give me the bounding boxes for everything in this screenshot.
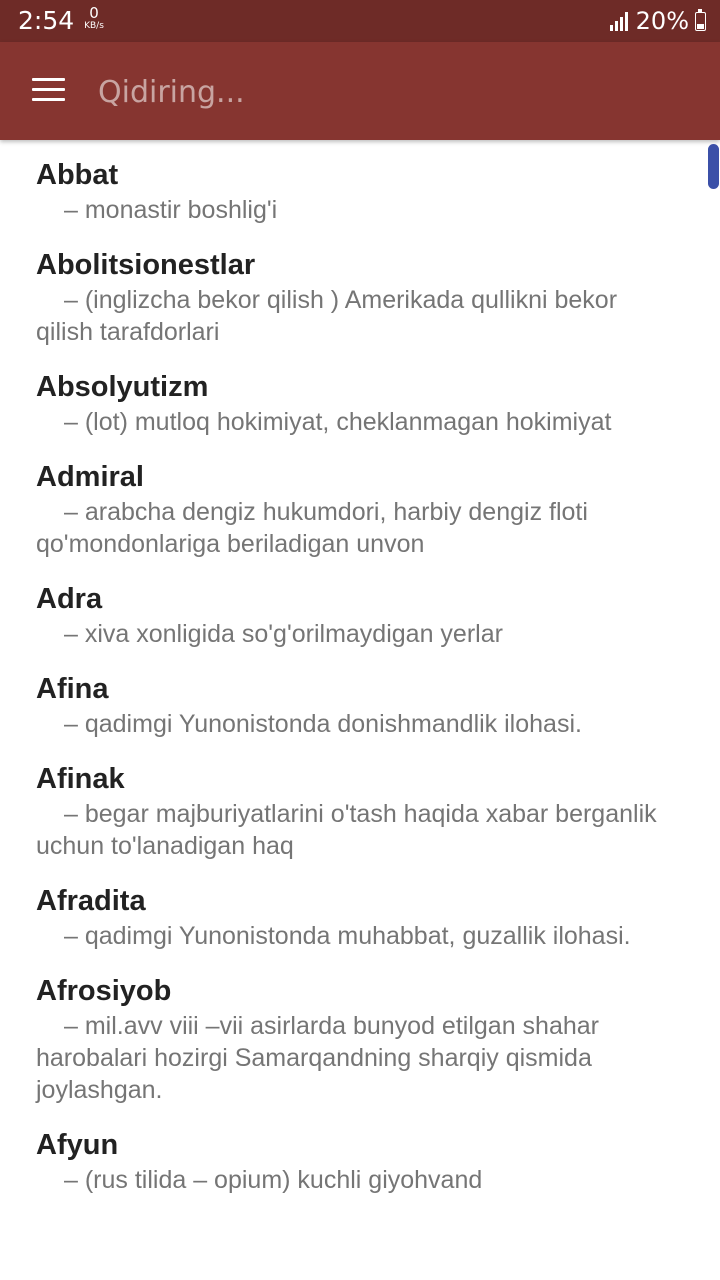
entry-definition: – qadimgi Yunonistonda muhabbat, guzallik ilohasi.: [64, 922, 631, 950]
list-item[interactable]: [0, 460, 720, 560]
battery-percentage: 20%: [635, 7, 689, 35]
network-speed-value: 0: [89, 4, 99, 22]
list-item[interactable]: [0, 762, 720, 862]
list-item[interactable]: [0, 672, 720, 740]
entry-definition: – monastir boshlig'i: [64, 196, 278, 224]
entry-term: Abbat: [36, 159, 119, 191]
entry-definition: – (lot) mutloq hokimiyat, cheklanmagan hokimiyat: [64, 408, 612, 436]
entry-term: Admiral: [36, 461, 144, 493]
signal-bars-icon: [608, 11, 628, 31]
battery-charging-icon: [695, 12, 706, 31]
list-item[interactable]: [0, 370, 720, 438]
entry-definition: – (inglizcha bekor qilish ) Amerikada qullikni bekor qilish tarafdorlari: [36, 286, 618, 346]
entry-term: Afradita: [36, 885, 146, 917]
entry-definition: – (rus tilida – opium) kuchli giyohvand: [64, 1166, 483, 1194]
list-item[interactable]: [0, 582, 720, 650]
entry-term: Afina: [36, 673, 109, 705]
network-speed-unit: KB/s: [84, 21, 104, 31]
search-input[interactable]: [96, 66, 688, 118]
list-item[interactable]: [0, 974, 720, 1106]
status-time: 2:54: [18, 6, 75, 35]
scrollbar-thumb[interactable]: [708, 144, 719, 189]
entry-definition: – xiva xonligida so'g'orilmaydigan yerlar: [64, 620, 503, 648]
entry-term: Afinak: [36, 763, 125, 795]
entry-term: Afyun: [36, 1129, 119, 1161]
entry-definition: – qadimgi Yunonistonda donishmandlik ilohasi.: [64, 710, 582, 738]
list-item[interactable]: [0, 140, 720, 226]
dictionary-list[interactable]: [0, 140, 720, 1280]
entry-definition: – begar majburiyatlarini o'tash haqida xabar berganlik uchun to'lanadigan haq: [36, 800, 657, 860]
network-speed-indicator: [79, 6, 109, 31]
app-bar: [0, 42, 720, 140]
entry-definition: – arabcha dengiz hukumdori, harbiy dengiz floti qo'mondonlariga beriladigan unvon: [36, 498, 588, 558]
list-item[interactable]: [0, 1128, 720, 1196]
entry-term: Afrosiyob: [36, 975, 172, 1007]
hamburger-menu-icon[interactable]: [26, 66, 72, 114]
entry-definition: – mil.avv viii –vii asirlarda bunyod etilgan shahar harobalari hozirgi Samarqandning sharqiy qismida joylashgan.: [36, 1012, 599, 1104]
status-right-group: [608, 4, 706, 38]
list-item[interactable]: [0, 248, 720, 348]
entry-term: Abolitsionestlar: [36, 249, 256, 281]
entry-term: Adra: [36, 583, 103, 615]
list-item[interactable]: [0, 884, 720, 952]
status-bar: [0, 0, 720, 42]
entry-term: Absolyutizm: [36, 371, 209, 403]
